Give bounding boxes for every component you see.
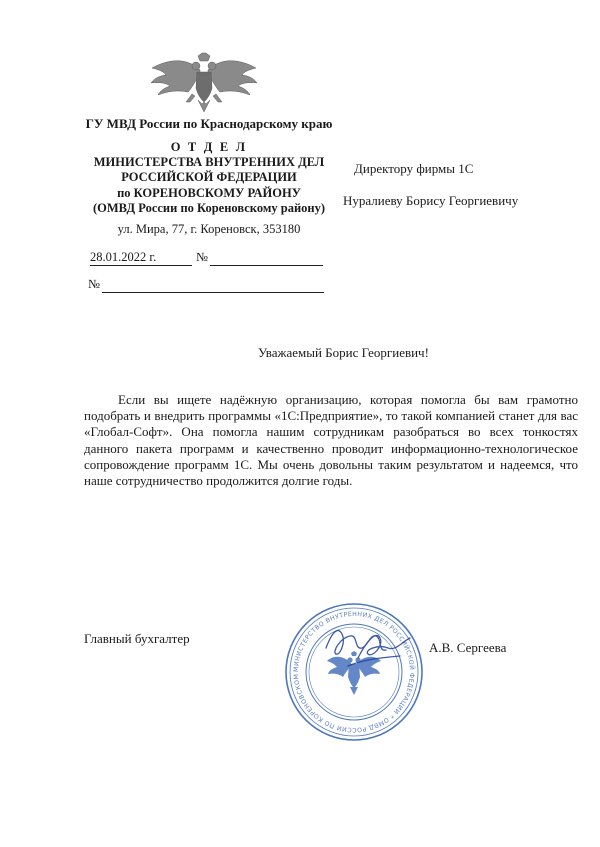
stamp-ring-text: МИНИСТЕРСТВО ВНУТРЕННИХ ДЕЛ РОССИЙСКОЙ ФЕДЕРАЦИИ * ОМВД РОССИИ ПО КОРЕНОВСКОМ [292,610,416,734]
department-title: О Т Д Е Л [170,140,248,154]
signatory-title: Главный бухгалтер [84,631,190,646]
letter-date: 28.01.2022 г. [90,250,192,266]
department-line: РОССИЙСКОЙ ФЕДЕРАЦИИ [121,170,297,185]
number-fill-line [102,292,324,293]
department-line: МИНИСТЕРСТВА ВНУТРЕННИХ ДЕЛ [93,155,325,170]
reference-number-line [88,277,324,293]
double-headed-eagle-emblem-icon [148,52,260,114]
letter-body: Если вы ищете надёжную организацию, которая помогла бы вам грамотно подобрать и внедрить программы «1С:Предприятие», то такой компанией станет для вас «Глобал-Софт». Она помогла нашим сотрудникам разобраться во всех тонкостях данного пакета программ и качественно проводит информационно-технологическое сопровождение программ 1С. Мы очень довольны таким результатом и надеемся, что наше сотрудничество продолжится долгие годы. [84,392,578,489]
department-block [84,140,334,216]
address: ул. Мира, 77, г. Кореновск, 353180 [117,222,301,236]
department-short-name: (ОМВД России по Кореновскому району) [92,200,326,215]
department-line: по КОРЕНОВСКОМУ РАЙОНУ [117,185,301,200]
signatory-name: А.В. Сергеева [429,640,507,655]
recipient-position: Директору фирмы 1С [354,161,474,176]
date-number-line [90,250,324,266]
issuer-heading: ГУ МВД России по Краснодарскому краю [85,116,333,131]
recipient-name: Нуралиеву Борису Георгиевичу [343,193,519,208]
handwritten-signature-icon [318,608,418,674]
number-fill-line [210,265,323,266]
salutation: Уважаемый Борис Георгиевич! [258,345,429,360]
number-sign: № [88,277,100,291]
number-sign: № [196,250,208,264]
